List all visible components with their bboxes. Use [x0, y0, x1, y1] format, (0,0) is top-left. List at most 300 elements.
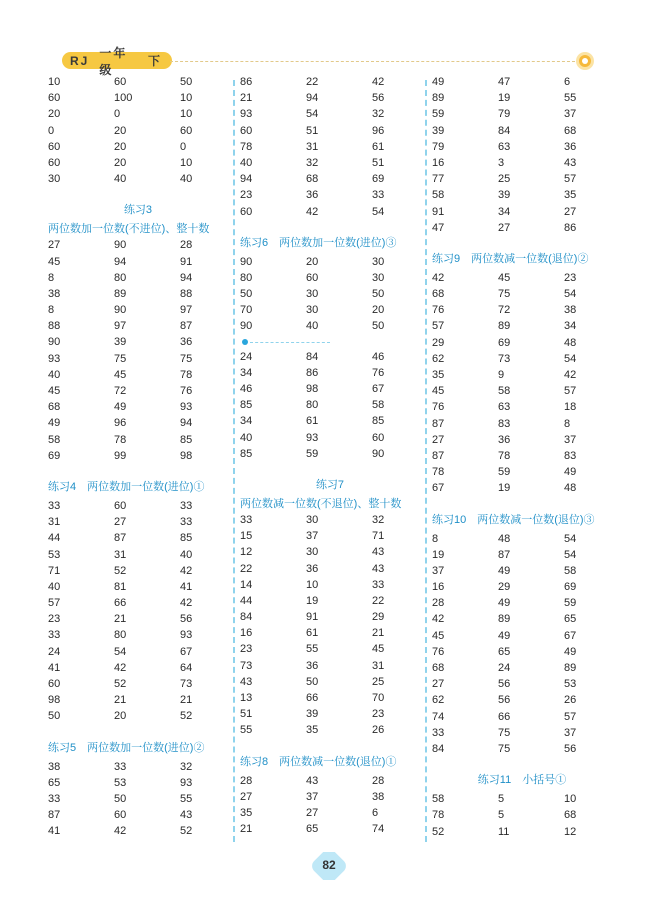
answer-row [48, 775, 228, 791]
answer-value: 10 [180, 108, 193, 121]
answer-value: 59 [564, 597, 577, 610]
edition-label: RJ [70, 53, 90, 68]
answer-value: 42 [432, 613, 445, 626]
answer-row [240, 789, 420, 805]
answer-row [432, 335, 612, 351]
header-dashed-line [170, 61, 575, 62]
answer-value: 90 [114, 304, 127, 317]
answer-value: 43 [240, 675, 253, 688]
answer-value: 59 [432, 108, 445, 121]
answer-value: 45 [48, 255, 61, 268]
answer-row [432, 692, 612, 708]
answer-value: 60 [114, 76, 127, 88]
answer-row [48, 286, 228, 302]
answer-value: 62 [432, 694, 445, 707]
exercise-title: 练习3 [123, 204, 153, 217]
answer-value: 21 [114, 694, 127, 707]
answer-value: 14 [240, 578, 253, 591]
answer-row [240, 609, 420, 625]
answer-value: 58 [48, 433, 61, 446]
answer-value: 68 [432, 288, 445, 301]
answer-value: 12 [564, 825, 577, 838]
answer-value: 47 [498, 76, 511, 88]
answer-value: 59 [498, 466, 511, 479]
answer-value: 98 [180, 449, 193, 462]
answer-value: 33 [372, 189, 385, 202]
answer-value: 31 [114, 548, 127, 561]
answer-value: 58 [564, 564, 577, 577]
answer-value: 33 [240, 513, 253, 526]
answer-value: 37 [432, 564, 445, 577]
answer-value: 81 [114, 580, 127, 593]
answer-value: 52 [432, 825, 445, 838]
answer-value: 21 [240, 92, 253, 105]
answer-value: 98 [306, 383, 319, 395]
answer-value: 30 [306, 304, 319, 317]
answer-value: 30 [306, 513, 319, 526]
answer-value: 21 [240, 823, 253, 836]
answer-value: 58 [432, 189, 445, 202]
answer-value: 62 [432, 352, 445, 365]
answer-value: 44 [48, 532, 61, 545]
answer-row [240, 381, 420, 397]
answer-value: 31 [48, 516, 61, 529]
page-number: 82 [322, 858, 336, 872]
answer-value: 96 [372, 124, 385, 137]
answer-row [240, 561, 420, 577]
answer-value: 73 [180, 678, 193, 690]
answer-value: 52 [180, 825, 193, 838]
answer-value: 40 [114, 173, 127, 186]
answer-value: 60 [48, 156, 61, 169]
answer-value: 79 [432, 140, 445, 153]
answer-value: 74 [372, 823, 385, 836]
answer-value: 22 [306, 76, 319, 88]
answer-value: 54 [306, 108, 319, 121]
answer-row [240, 512, 420, 528]
answer-row [240, 413, 420, 429]
answer-value: 93 [180, 776, 193, 789]
answer-value: 78 [240, 140, 253, 153]
answer-value: 49 [48, 417, 61, 430]
answer-value: 19 [498, 92, 511, 105]
answer-row [240, 690, 420, 706]
answer-value: 75 [498, 288, 511, 301]
answer-row [432, 171, 612, 187]
answer-value: 85 [180, 433, 193, 446]
exercise-title: 练习6 两位数加一位数(进位)③ [240, 236, 397, 249]
answer-column-middle [240, 74, 420, 837]
answer-value: 36 [306, 562, 319, 575]
answer-value: 84 [432, 742, 445, 755]
answer-value: 40 [240, 156, 253, 169]
answer-value: 51 [240, 708, 253, 721]
answer-value: 55 [564, 92, 577, 105]
answer-value: 90 [240, 255, 253, 268]
answer-row [48, 644, 228, 660]
answer-value: 41 [48, 661, 61, 674]
answer-row [432, 155, 612, 171]
answer-value: 58 [432, 793, 445, 806]
answer-row [48, 302, 228, 318]
answer-value: 27 [306, 806, 319, 819]
answer-value: 80 [114, 271, 127, 284]
answer-value: 75 [498, 726, 511, 739]
answer-value: 49 [564, 645, 577, 658]
answer-value: 73 [240, 659, 253, 672]
answer-value: 71 [372, 530, 385, 543]
answer-value: 50 [114, 792, 127, 805]
answer-row [48, 692, 228, 708]
answer-value: 87 [432, 449, 445, 462]
answer-value: 94 [306, 92, 319, 105]
answer-value: 40 [240, 431, 253, 444]
answer-value: 51 [306, 124, 319, 137]
term-label: 下 [147, 54, 162, 68]
answer-row [432, 725, 612, 741]
answer-value: 86 [564, 221, 577, 234]
answer-row [240, 349, 420, 365]
answer-value: 46 [372, 350, 385, 363]
answer-value: 90 [240, 320, 253, 333]
answer-value: 49 [498, 564, 511, 577]
answer-value: 45 [432, 629, 445, 642]
answer-value: 73 [498, 352, 511, 365]
answer-value: 87 [180, 320, 193, 333]
answer-value: 38 [48, 287, 61, 300]
answer-value: 93 [180, 401, 193, 414]
answer-value: 60 [180, 124, 193, 137]
grade-header-tag [62, 45, 172, 77]
answer-row [48, 823, 228, 839]
answer-row [48, 676, 228, 692]
answer-value: 40 [48, 368, 61, 381]
answer-value: 21 [114, 613, 127, 626]
answer-row [48, 791, 228, 807]
answer-value: 44 [240, 594, 253, 607]
answer-value: 89 [432, 92, 445, 105]
answer-value: 24 [48, 645, 61, 658]
answer-value: 75 [114, 352, 127, 365]
answer-value: 97 [114, 320, 127, 333]
answer-value: 50 [48, 710, 61, 723]
answer-value: 37 [306, 530, 319, 543]
answer-row [48, 498, 228, 514]
answer-value: 77 [432, 173, 445, 186]
answer-value: 29 [372, 611, 385, 624]
answer-row [432, 123, 612, 139]
answer-value: 39 [432, 124, 445, 137]
answer-value: 91 [432, 205, 445, 218]
answer-value: 56 [372, 92, 385, 105]
answer-value: 80 [114, 629, 127, 642]
answer-value: 89 [114, 287, 127, 300]
answer-value: 54 [114, 645, 127, 658]
answer-value: 98 [48, 694, 61, 707]
section-separator [240, 335, 420, 349]
answer-row [48, 514, 228, 530]
answer-value: 74 [432, 710, 445, 723]
answer-row [432, 448, 612, 464]
answer-row [48, 399, 228, 415]
answer-row [240, 821, 420, 837]
answer-value: 19 [432, 548, 445, 561]
answer-row [432, 399, 612, 415]
answer-value: 58 [372, 399, 385, 412]
answer-value: 48 [564, 336, 577, 349]
answer-value: 50 [372, 320, 385, 333]
answer-column-left [48, 74, 228, 840]
answer-value: 68 [564, 809, 577, 822]
answer-value: 64 [180, 661, 193, 674]
answer-value: 67 [180, 645, 193, 658]
answer-value: 53 [114, 776, 127, 789]
answer-row [432, 611, 612, 627]
answer-value: 94 [240, 173, 253, 186]
answer-value: 35 [306, 724, 319, 737]
answer-row [240, 706, 420, 722]
answer-row [240, 593, 420, 609]
answer-value: 94 [180, 271, 193, 284]
answer-value: 16 [240, 627, 253, 640]
answer-value: 32 [180, 760, 193, 773]
answer-value: 85 [372, 415, 385, 428]
answer-value: 88 [48, 320, 61, 333]
answer-value: 30 [48, 173, 61, 186]
answer-value: 72 [114, 385, 127, 397]
answer-row [432, 204, 612, 220]
answer-row [240, 674, 420, 690]
answer-row [432, 302, 612, 318]
answer-value: 54 [564, 548, 577, 561]
answer-row [240, 74, 420, 90]
answer-value: 32 [372, 108, 385, 121]
answer-value: 43 [564, 156, 577, 169]
answer-value: 42 [114, 825, 127, 838]
answer-value: 30 [372, 271, 385, 284]
answer-value: 20 [114, 710, 127, 723]
answer-row [240, 446, 420, 462]
answer-value: 43 [306, 774, 319, 787]
answer-value: 23 [48, 613, 61, 626]
answer-value: 35 [240, 806, 253, 819]
answer-value: 33 [114, 760, 127, 773]
answer-value: 78 [114, 433, 127, 446]
answer-row [432, 286, 612, 302]
answer-value: 63 [498, 140, 511, 153]
answer-value: 60 [240, 205, 253, 218]
answer-value: 22 [240, 562, 253, 575]
answer-row [48, 448, 228, 464]
answer-row [48, 270, 228, 286]
answer-row [48, 90, 228, 106]
answer-row [432, 74, 612, 90]
answer-row [432, 644, 612, 660]
answer-row [432, 416, 612, 432]
answer-value: 87 [498, 548, 511, 561]
answer-row [48, 171, 228, 187]
answer-value: 21 [372, 627, 385, 640]
answer-value: 50 [306, 675, 319, 688]
answer-row [240, 773, 420, 789]
answer-value: 28 [180, 239, 193, 252]
answer-value: 28 [432, 597, 445, 610]
answer-value: 27 [564, 205, 577, 218]
grade-label: 一年级 [99, 45, 128, 77]
answer-row [48, 106, 228, 122]
answer-value: 45 [498, 271, 511, 284]
answer-value: 35 [564, 189, 577, 202]
answer-row [48, 367, 228, 383]
answer-value: 33 [48, 792, 61, 805]
answer-value: 97 [180, 304, 193, 317]
answer-value: 21 [180, 694, 193, 707]
answer-row [432, 480, 612, 496]
answer-value: 67 [372, 383, 385, 395]
exercise-subtitle: 两位数减一位数(不退位)、整十数 [240, 497, 402, 510]
answer-value: 27 [114, 516, 127, 529]
answer-value: 37 [306, 790, 319, 803]
answer-row [48, 155, 228, 171]
answer-row [432, 367, 612, 383]
answer-value: 57 [564, 710, 577, 723]
answer-value: 85 [240, 399, 253, 412]
answer-value: 41 [48, 825, 61, 838]
answer-value: 89 [564, 662, 577, 674]
answer-value: 36 [306, 659, 319, 672]
answer-value: 24 [498, 662, 511, 674]
answer-row [432, 791, 612, 807]
answer-value: 20 [372, 304, 385, 317]
answer-value: 40 [48, 580, 61, 593]
answer-value: 53 [48, 548, 61, 561]
answer-value: 43 [372, 546, 385, 559]
answer-value: 55 [306, 643, 319, 656]
answer-row [432, 318, 612, 334]
answer-value: 70 [240, 304, 253, 317]
answer-value: 40 [180, 548, 193, 561]
answer-row [48, 351, 228, 367]
answer-value: 53 [564, 678, 577, 691]
answer-row [48, 579, 228, 595]
answer-value: 40 [180, 173, 193, 186]
answer-value: 38 [564, 304, 577, 317]
answer-row [48, 432, 228, 448]
answer-value: 23 [240, 189, 253, 202]
exercise-title: 练习9 两位数减一位数(退位)② [432, 252, 589, 265]
answer-value: 76 [432, 304, 445, 317]
answer-row [240, 318, 420, 334]
answer-value: 90 [114, 239, 127, 252]
answer-value: 88 [180, 287, 193, 300]
answer-value: 28 [372, 774, 385, 787]
answer-value: 91 [306, 611, 319, 624]
answer-value: 23 [240, 643, 253, 656]
answer-value: 25 [372, 675, 385, 688]
answer-value: 31 [306, 140, 319, 153]
answer-value: 78 [498, 449, 511, 462]
answer-row [240, 430, 420, 446]
answer-row [48, 254, 228, 270]
answer-row [432, 547, 612, 563]
answer-row [240, 658, 420, 674]
answer-value: 22 [372, 594, 385, 607]
answer-value: 80 [240, 271, 253, 284]
answer-value: 30 [306, 288, 319, 301]
answer-value: 59 [306, 447, 319, 460]
answer-value: 49 [498, 597, 511, 610]
answer-row [240, 805, 420, 821]
answer-value: 83 [498, 417, 511, 430]
answer-value: 26 [372, 724, 385, 737]
answer-value: 76 [372, 366, 385, 379]
answer-row [240, 139, 420, 155]
answer-row [240, 528, 420, 544]
answer-value: 20 [114, 124, 127, 137]
answer-row [432, 709, 612, 725]
answer-row [48, 595, 228, 611]
answer-value: 33 [180, 499, 193, 512]
answer-value: 29 [432, 336, 445, 349]
answer-value: 68 [564, 124, 577, 137]
answer-row [48, 660, 228, 676]
answer-value: 60 [48, 678, 61, 690]
answer-value: 94 [114, 255, 127, 268]
answer-value: 54 [564, 352, 577, 365]
exercise-title: 练习11 小括号① [477, 774, 567, 787]
answer-row [48, 547, 228, 563]
answer-row [432, 270, 612, 286]
answer-row [432, 595, 612, 611]
answer-value: 66 [306, 692, 319, 704]
answer-row [240, 365, 420, 381]
answer-value: 20 [48, 108, 61, 121]
answer-row [48, 530, 228, 546]
answer-value: 43 [372, 562, 385, 575]
answer-value: 36 [498, 433, 511, 446]
answer-value: 50 [180, 76, 193, 88]
answer-row [432, 106, 612, 122]
answer-value: 91 [180, 255, 193, 268]
answer-value: 10 [48, 76, 61, 88]
answer-value: 0 [48, 124, 55, 137]
answer-value: 57 [432, 320, 445, 333]
answer-value: 65 [498, 645, 511, 658]
answer-value: 34 [498, 205, 511, 218]
answer-value: 78 [432, 466, 445, 479]
answer-row [48, 611, 228, 627]
answer-row [240, 544, 420, 560]
answer-value: 8 [432, 532, 439, 545]
answer-value: 79 [498, 108, 511, 121]
answer-value: 42 [372, 76, 385, 88]
answer-value: 27 [240, 790, 253, 803]
separator-line [250, 342, 330, 343]
answer-value: 52 [114, 564, 127, 577]
answer-column-right [432, 74, 612, 840]
answer-value: 68 [306, 173, 319, 186]
answer-value: 45 [114, 368, 127, 381]
exercise-title: 练习10 两位数减一位数(退位)③ [432, 513, 595, 526]
answer-value: 49 [564, 466, 577, 479]
answer-value: 8 [564, 417, 571, 430]
answer-value: 42 [564, 369, 577, 381]
answer-value: 69 [564, 581, 577, 594]
answer-row [432, 220, 612, 236]
answer-value: 39 [498, 189, 511, 202]
answer-value: 3 [498, 156, 505, 169]
answer-row [48, 415, 228, 431]
